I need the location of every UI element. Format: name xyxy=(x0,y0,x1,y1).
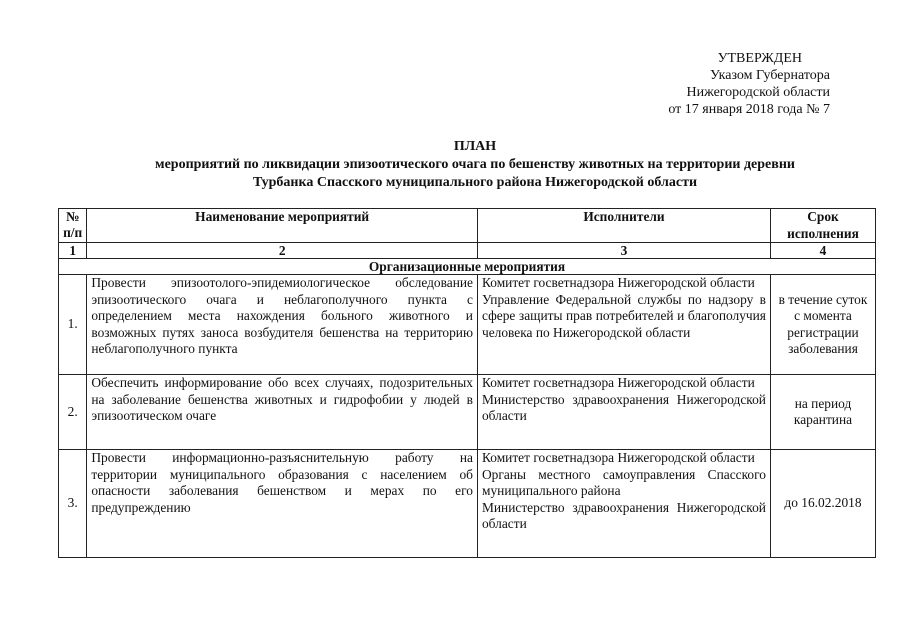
row-description: Провести информационно-разъяснительную работу на территории муниципального образования с населением об опасности заболевания бешенством и мерах по его предупреждению xyxy=(87,450,478,558)
title-heading: ПЛАН xyxy=(453,139,497,154)
approval-stamp xyxy=(560,50,830,118)
column-index: 3 xyxy=(477,243,770,259)
header-term xyxy=(770,209,875,243)
plan-table xyxy=(58,208,876,558)
executor: Управление Федеральной службы по надзору в сфере защиты прав потребителей и благополучия человека по Нижегородской области xyxy=(481,291,766,340)
column-index-row xyxy=(59,243,876,259)
header-name: Наименование мероприятий xyxy=(87,209,478,243)
executor: Министерство здравоохранения Нижегородской области xyxy=(481,391,766,423)
approval-line-4: от 17 января 2018 года № 7 xyxy=(668,102,830,117)
row-executors xyxy=(477,275,770,375)
approval-line-3: Нижегородской области xyxy=(686,85,830,100)
header-term-line-2: исполнения xyxy=(787,225,859,241)
row-executors xyxy=(477,450,770,558)
table-row xyxy=(59,375,876,450)
table-header-row xyxy=(59,209,876,243)
document-title xyxy=(80,138,870,192)
header-term-line-1: Срок xyxy=(807,209,839,224)
row-term: на период карантина xyxy=(770,375,875,450)
executor: Министерство здравоохранения Нижегородской области xyxy=(481,499,766,531)
executor: Органы местного самоуправления Спасского муниципального района xyxy=(481,466,766,498)
executor: Комитет госветнадзора Нижегородской области xyxy=(481,450,755,465)
executor: Комитет госветнадзора Нижегородской области xyxy=(481,275,755,290)
column-index: 2 xyxy=(87,243,478,259)
table-row xyxy=(59,275,876,375)
section-title: Организационные мероприятия xyxy=(59,259,876,275)
header-executors: Исполнители xyxy=(477,209,770,243)
row-executors xyxy=(477,375,770,450)
approval-line-2: Указом Губернатора xyxy=(709,68,830,83)
header-num: № п/п xyxy=(59,209,87,243)
row-term: до 16.02.2018 xyxy=(770,450,875,558)
row-number: 1. xyxy=(59,275,87,375)
row-description: Обеспечить информирование обо всех случаях, подозрительных на заболевание бешенства животных и гидрофобии у людей в эпизоотическом очаге xyxy=(87,375,478,450)
executor: Комитет госветнадзора Нижегородской области xyxy=(481,375,755,390)
row-description: Провести эпизоотолого-эпидемиологическое обследование эпизоотического очага и неблагополучного пункта с определением места нахождения больного животного и возможных путях заноса возбудителя бешенства на территорию неблагополучного пункта xyxy=(87,275,478,375)
approval-line-1: УТВЕРЖДЕН xyxy=(717,51,802,66)
row-term: в течение суток с момента регистрации заболевания xyxy=(770,275,875,375)
title-subtitle-2: Турбанка Спасского муниципального района Нижегородской области xyxy=(252,175,698,190)
row-number: 3. xyxy=(59,450,87,558)
section-row xyxy=(59,259,876,275)
table-row xyxy=(59,450,876,558)
column-index: 1 xyxy=(59,243,87,259)
row-number: 2. xyxy=(59,375,87,450)
column-index: 4 xyxy=(770,243,875,259)
title-subtitle-1: мероприятий по ликвидации эпизоотического очага по бешенству животных на территории деревни xyxy=(155,157,795,172)
